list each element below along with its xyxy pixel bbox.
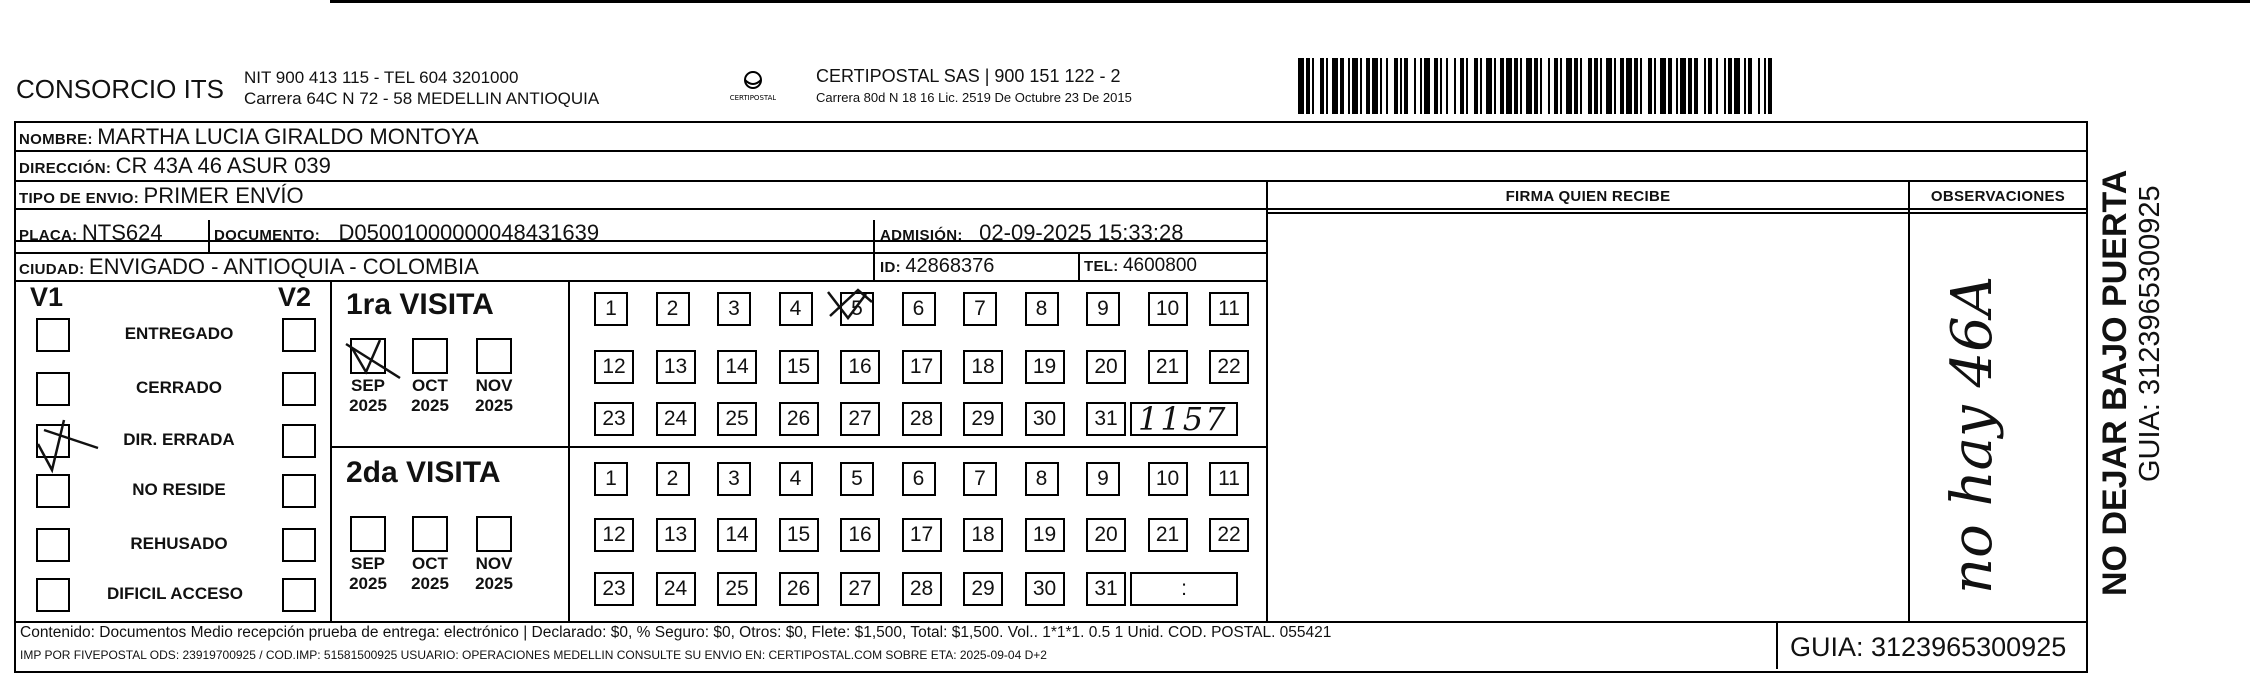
- footer-imp: IMP POR FIVEPOSTAL ODS: 23919700925 / COD.IMP: 51581500925 USUARIO: OPERACIONES MEDELLIN CONSULTE SU ENVIO EN: CERTIPOSTAL.COM SOBRE ETA: 2025-09-04 D+2: [20, 648, 1047, 662]
- day-box[interactable]: 9: [1086, 462, 1120, 496]
- company-nit: NIT 900 413 115 - TEL 604 3201000: [244, 68, 519, 87]
- status-label: DIR. ERRADA: [123, 430, 235, 449]
- day-box[interactable]: 24: [656, 402, 696, 436]
- placa-label: PLACA:: [19, 227, 78, 244]
- day-box[interactable]: 8: [1025, 462, 1059, 496]
- v2-label: V2: [278, 282, 312, 312]
- tel-label: TEL:: [1084, 258, 1119, 275]
- day-box[interactable]: 17: [902, 350, 942, 384]
- no-dejar-bajo-puerta: NO DEJAR BAJO PUERTA: [2096, 169, 2134, 596]
- day-box[interactable]: 16: [840, 518, 880, 552]
- day-box[interactable]: 20: [1086, 350, 1126, 384]
- day-box[interactable]: 9: [1086, 292, 1120, 326]
- status-label: ENTREGADO: [124, 324, 234, 343]
- month-year: 2025: [411, 574, 449, 593]
- day-box[interactable]: 4: [779, 462, 813, 496]
- nombre-label: NOMBRE:: [19, 131, 93, 148]
- day-box[interactable]: 25: [717, 572, 757, 606]
- month-year: 2025: [475, 396, 513, 415]
- direccion-label: DIRECCIÓN:: [19, 160, 112, 177]
- day-box[interactable]: 14: [717, 350, 757, 384]
- day-box[interactable]: 13: [656, 518, 696, 552]
- day-box[interactable]: 10: [1148, 292, 1188, 326]
- carrier-address: Carrera 80d N 18 16 Lic. 2519 De Octubre 23 De 2015: [816, 90, 1132, 105]
- month-year: 2025: [349, 574, 387, 593]
- side-guia: GUIA: 3123965300925: [2134, 185, 2166, 482]
- id-label: ID:: [880, 259, 901, 276]
- day-box[interactable]: 7: [963, 462, 997, 496]
- direccion-value: CR 43A 46 ASUR 039: [115, 153, 331, 178]
- footer-guia: GUIA: 3123965300925: [1790, 632, 2067, 662]
- day-box[interactable]: 28: [902, 402, 942, 436]
- month-name: SEP: [350, 554, 386, 573]
- day-box[interactable]: 31: [1086, 572, 1126, 606]
- day-box[interactable]: 12: [594, 350, 634, 384]
- day-box[interactable]: 26: [779, 402, 819, 436]
- ciudad-value: ENVIGADO - ANTIOQUIA - COLOMBIA: [88, 254, 479, 279]
- day-box[interactable]: 30: [1025, 402, 1065, 436]
- day-box[interactable]: 2: [656, 462, 690, 496]
- status-label: REHUSADO: [130, 534, 228, 553]
- company-address: Carrera 64C N 72 - 58 MEDELLIN ANTIOQUIA: [244, 89, 600, 108]
- svg-text:CERTIPOSTAL: CERTIPOSTAL: [730, 94, 776, 102]
- day-box[interactable]: 2: [656, 292, 690, 326]
- day-box[interactable]: 30: [1025, 572, 1065, 606]
- tel-value: 4600800: [1122, 255, 1197, 276]
- day-box[interactable]: 19: [1025, 518, 1065, 552]
- id-value: 42868376: [905, 255, 995, 277]
- visita-1-title: 1ra VISITA: [346, 288, 494, 321]
- day-box[interactable]: 27: [840, 402, 880, 436]
- month-name: OCT: [412, 554, 448, 573]
- day-box[interactable]: 26: [779, 572, 819, 606]
- day-box[interactable]: 16: [840, 350, 880, 384]
- admision-value: 02-09-2025 15:33:28: [979, 220, 1184, 245]
- day-box[interactable]: 5: [840, 292, 874, 326]
- day-box[interactable]: 22: [1209, 350, 1249, 384]
- day-box[interactable]: 17: [902, 518, 942, 552]
- carrier-name: CERTIPOSTAL SAS | 900 151 122 - 2: [816, 66, 1121, 86]
- time-box-visit2[interactable]: :: [1130, 572, 1238, 606]
- documento-label: DOCUMENTO:: [214, 227, 321, 244]
- status-label: DIFICIL ACCESO: [106, 584, 243, 603]
- day-box[interactable]: 4: [779, 292, 813, 326]
- month-year: 2025: [349, 396, 387, 415]
- day-box[interactable]: 3: [717, 462, 751, 496]
- month-name: SEP: [350, 376, 386, 395]
- day-box[interactable]: 19: [1025, 350, 1065, 384]
- company-name: CONSORCIO ITS: [16, 74, 225, 104]
- placa-value: NTS624: [81, 220, 163, 245]
- day-box[interactable]: 11: [1209, 462, 1249, 496]
- day-box[interactable]: 18: [963, 350, 1003, 384]
- day-box[interactable]: 15: [779, 518, 819, 552]
- tipo-envio-value: PRIMER ENVÍO: [143, 183, 304, 208]
- day-box[interactable]: 6: [902, 462, 936, 496]
- handwritten-time: 1157: [1138, 400, 1228, 438]
- nombre-value: MARTHA LUCIA GIRALDO MONTOYA: [97, 124, 479, 149]
- v1-label: V1: [30, 282, 64, 312]
- day-box[interactable]: 22: [1209, 518, 1249, 552]
- ciudad-label: CIUDAD:: [19, 261, 85, 278]
- day-box[interactable]: 21: [1148, 518, 1188, 552]
- footer-contenido: Contenido: Documentos Medio recepción prueba de entrega: electrónico | Declarado: $0, % Seguro: $0, Otros: $0, Flete: $1,500, Total: $1,500. Vol.. 1*1*1. 0.5 1 Unid. COD. POSTAL. 055421: [20, 624, 1332, 641]
- day-box[interactable]: 1: [594, 462, 628, 496]
- day-box[interactable]: 29: [963, 402, 1003, 436]
- day-box[interactable]: 15: [779, 350, 819, 384]
- day-box[interactable]: 31: [1086, 402, 1126, 436]
- day-box[interactable]: 25: [717, 402, 757, 436]
- day-box[interactable]: 3: [717, 292, 751, 326]
- handwritten-observation: no hay 46A: [1940, 275, 2005, 594]
- tipo-envio-label: TIPO DE ENVIO:: [19, 190, 140, 207]
- day-box[interactable]: 27: [840, 572, 880, 606]
- day-box[interactable]: 1: [594, 292, 628, 326]
- day-box[interactable]: 24: [656, 572, 696, 606]
- documento-value: D05001000000048431639: [338, 220, 600, 245]
- day-box[interactable]: 7: [963, 292, 997, 326]
- day-box[interactable]: 11: [1209, 292, 1249, 326]
- day-box[interactable]: 21: [1148, 350, 1188, 384]
- visita-2-title: 2da VISITA: [346, 456, 501, 489]
- admision-label: ADMISIÓN:: [880, 227, 963, 244]
- month-name: OCT: [412, 376, 448, 395]
- day-box[interactable]: 18: [963, 518, 1003, 552]
- month-year: 2025: [411, 396, 449, 415]
- status-label: CERRADO: [136, 378, 222, 397]
- day-box[interactable]: 23: [594, 402, 634, 436]
- month-year: 2025: [475, 574, 513, 593]
- day-box[interactable]: 12: [594, 518, 634, 552]
- day-box[interactable]: 28: [902, 572, 942, 606]
- observaciones-header: OBSERVACIONES: [1930, 188, 2066, 205]
- day-box[interactable]: 29: [963, 572, 1003, 606]
- month-name: NOV: [475, 554, 513, 573]
- day-box[interactable]: 5: [840, 462, 874, 496]
- day-box[interactable]: 10: [1148, 462, 1188, 496]
- day-box[interactable]: 8: [1025, 292, 1059, 326]
- day-box[interactable]: 14: [717, 518, 757, 552]
- month-name: NOV: [475, 376, 513, 395]
- day-box[interactable]: 23: [594, 572, 634, 606]
- day-box[interactable]: 20: [1086, 518, 1126, 552]
- status-label: NO RESIDE: [132, 480, 226, 499]
- firma-quien-recibe-header: FIRMA QUIEN RECIBE: [1505, 188, 1671, 205]
- day-box[interactable]: 6: [902, 292, 936, 326]
- day-box[interactable]: 13: [656, 350, 696, 384]
